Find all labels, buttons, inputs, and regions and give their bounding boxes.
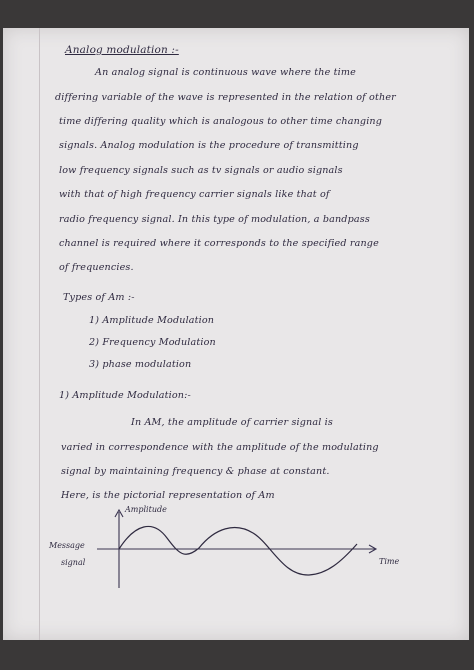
paragraph-line: An analog signal is continuous wave where the time bbox=[95, 67, 356, 78]
type-item: 2) Frequency Modulation bbox=[89, 337, 216, 348]
message-wave bbox=[119, 526, 357, 575]
types-heading: Types of Am :- bbox=[63, 292, 135, 303]
time-label: Time bbox=[379, 557, 400, 566]
paragraph-line: with that of high frequency carrier signals like that of bbox=[59, 189, 330, 200]
signal-label: signal bbox=[61, 558, 86, 567]
section-line: Here, is the pictorial representation of Am bbox=[61, 490, 275, 501]
title-heading: Analog modulation :- bbox=[65, 44, 179, 56]
paragraph-line: low frequency signals such as tv signals or audio signals bbox=[59, 165, 343, 176]
paragraph-line: differing variable of the wave is represented in the relation of other bbox=[55, 92, 396, 103]
notebook-page bbox=[3, 28, 469, 640]
paragraph-line: signals. Analog modulation is the procedure of transmitting bbox=[59, 140, 359, 151]
type-item: 1) Amplitude Modulation bbox=[89, 315, 215, 326]
amplitude-label: Amplitude bbox=[125, 505, 167, 514]
message-label: Message bbox=[49, 541, 85, 550]
section-line: signal by maintaining frequency & phase at constant. bbox=[61, 466, 330, 477]
paragraph-line: time differing quality which is analogous to other time changing bbox=[59, 116, 383, 127]
section-heading: 1) Amplitude Modulation:- bbox=[59, 390, 191, 401]
paragraph-line: radio frequency signal. In this type of modulation, a bandpass bbox=[59, 214, 370, 225]
paragraph-line: of frequencies. bbox=[59, 262, 134, 273]
type-item: 3) phase modulation bbox=[89, 359, 192, 370]
section-line: In AM, the amplitude of carrier signal is bbox=[131, 417, 333, 428]
paragraph-line: channel is required where it corresponds to the specified range bbox=[59, 238, 379, 249]
section-line: varied in correspondence with the amplitude of the modulating bbox=[61, 442, 379, 453]
